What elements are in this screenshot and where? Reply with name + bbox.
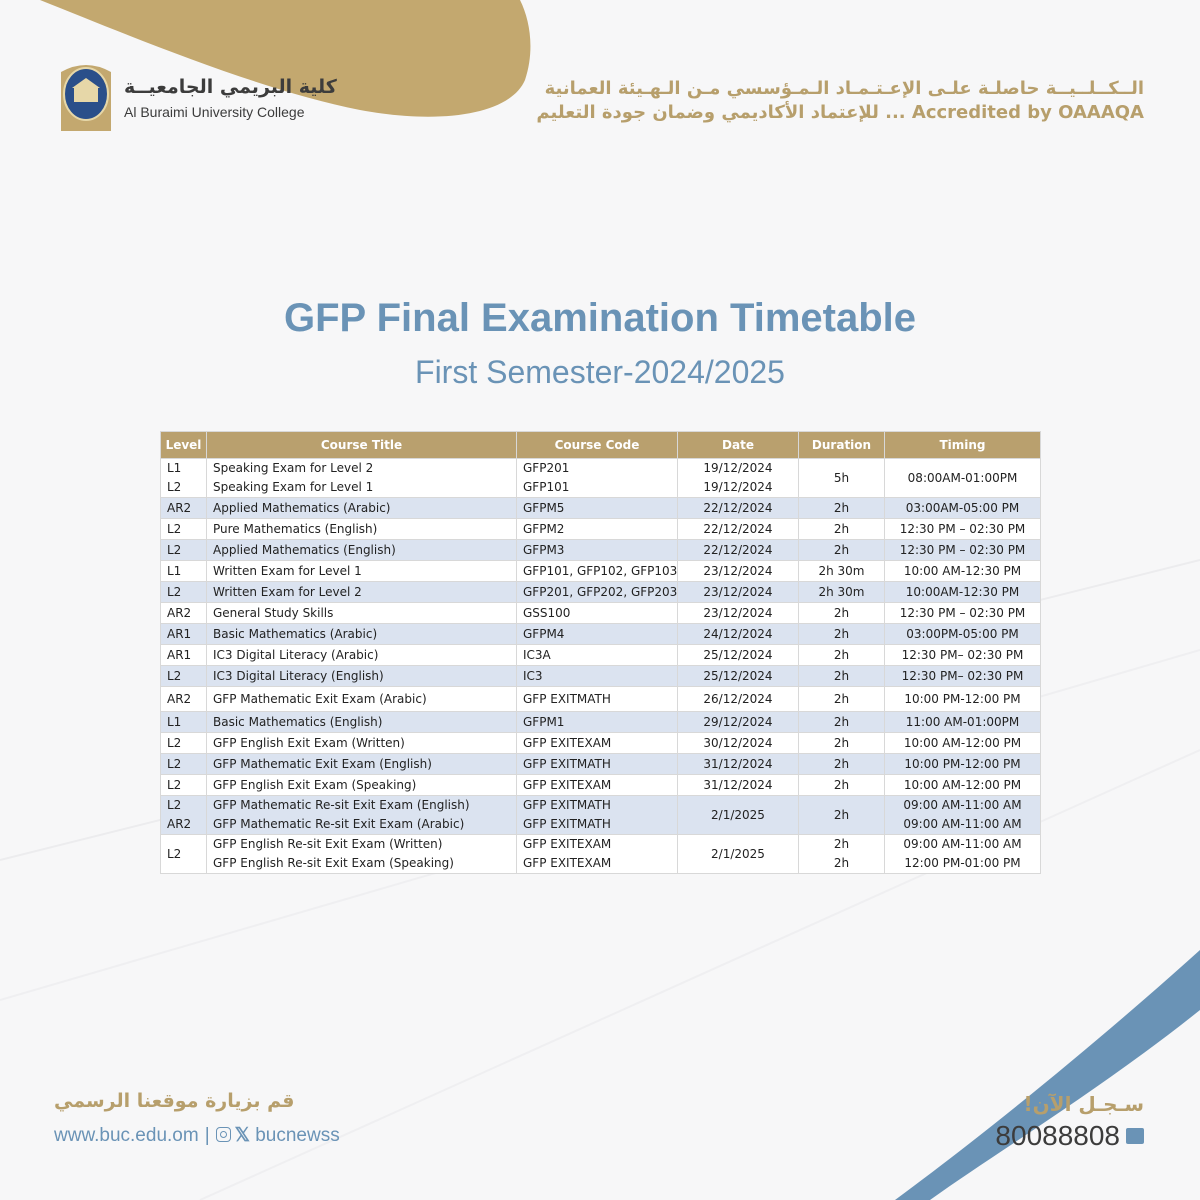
column-header-date: Date: [678, 432, 799, 459]
duration-cell-text: 2h: [833, 837, 850, 851]
duration-cell-text: 2h: [833, 647, 850, 662]
level-cell-text: L2: [167, 735, 182, 750]
course-title-cell-text: Written Exam for Level 1: [213, 563, 362, 578]
course-title-cell-text: Applied Mathematics (Arabic): [213, 500, 391, 515]
course-code-cell-text: GFP101, GFP102, GFP103: [523, 563, 678, 578]
course-code-cell: [517, 712, 678, 733]
level-cell-text: L2: [167, 798, 182, 812]
date-cell-text: 29/12/2024: [703, 714, 773, 729]
level-cell: [161, 645, 207, 666]
level-cell: [161, 540, 207, 561]
level-cell-text: AR2: [167, 817, 192, 831]
course-code-cell: [517, 835, 678, 874]
college-name-english: Al Buraimi University College: [124, 104, 305, 120]
duration-cell-text: 2h: [833, 691, 850, 706]
table-row: [161, 498, 1041, 519]
duration-cell-text: 2h: [833, 500, 850, 515]
level-cell-text: L1: [167, 461, 182, 475]
course-code-cell-text: GFP EXITEXAM: [523, 837, 612, 851]
timing-cell: [885, 459, 1041, 498]
course-title-cell-text: Speaking Exam for Level 1: [213, 480, 374, 494]
duration-cell: [799, 603, 885, 624]
date-cell-text: 22/12/2024: [703, 542, 773, 557]
course-code-cell-text: GFP EXITMATH: [523, 817, 611, 831]
date-cell-text: 2/1/2025: [711, 846, 765, 861]
level-cell: [161, 687, 207, 712]
date-cell: [678, 459, 799, 498]
course-code-cell-text: GFP EXITMATH: [523, 798, 611, 812]
page-subtitle: First Semester-2024/2025: [415, 354, 785, 390]
table-row: [161, 775, 1041, 796]
website-link[interactable]: www.buc.edu.om: [54, 1125, 199, 1146]
table-row: [161, 835, 1041, 874]
level-cell: [161, 666, 207, 687]
course-code-cell: [517, 540, 678, 561]
course-code-cell: [517, 733, 678, 754]
level-cell: [161, 498, 207, 519]
course-code-cell: [517, 796, 678, 835]
duration-cell: [799, 624, 885, 645]
timing-cell-text: 12:30 PM– 02:30 PM: [901, 647, 1024, 662]
course-code-cell-text: GFPM3: [523, 542, 565, 557]
duration-cell-text: 2h: [833, 714, 850, 729]
date-cell: [678, 775, 799, 796]
course-code-cell-text: IC3: [523, 668, 543, 683]
level-cell-text: AR2: [167, 605, 192, 620]
course-title-cell-text: Pure Mathematics (English): [213, 521, 378, 536]
course-title-cell-text: GFP Mathematic Exit Exam (Arabic): [213, 691, 427, 706]
date-cell-text: 24/12/2024: [703, 626, 773, 641]
date-cell-text: 31/12/2024: [703, 756, 773, 771]
date-cell: [678, 519, 799, 540]
duration-cell-text: 5h: [833, 470, 850, 485]
date-cell: [678, 754, 799, 775]
level-cell: [161, 603, 207, 624]
course-title-cell-text: GFP English Re-sit Exit Exam (Speaking): [213, 856, 454, 870]
social-handle[interactable]: bucnewss: [255, 1125, 340, 1146]
college-name-arabic: كلية البريمي الجامعيــة: [124, 76, 337, 98]
duration-cell-text: 2h: [833, 668, 850, 683]
duration-cell-text: 2h: [833, 807, 850, 822]
course-code-cell: [517, 582, 678, 603]
course-title-cell-text: GFP Mathematic Re-sit Exit Exam (Arabic): [213, 817, 465, 831]
course-code-cell: [517, 459, 678, 498]
column-header-level: Level: [161, 432, 207, 459]
timing-cell-text: 12:30 PM – 02:30 PM: [899, 542, 1026, 557]
date-cell: [678, 835, 799, 874]
level-cell-text: AR1: [167, 626, 192, 641]
instagram-icon[interactable]: [216, 1127, 231, 1142]
course-code-cell-text: IC3A: [523, 647, 551, 662]
table-row: [161, 582, 1041, 603]
course-title-cell-text: General Study Skills: [213, 605, 334, 620]
level-cell: [161, 519, 207, 540]
table-row: [161, 796, 1041, 835]
date-cell-text: 19/12/2024: [703, 461, 773, 475]
date-cell: [678, 687, 799, 712]
toll-free-icon: [1126, 1128, 1144, 1144]
level-cell-text: L2: [167, 542, 182, 557]
course-code-cell: [517, 498, 678, 519]
timing-cell-text: 12:30 PM – 02:30 PM: [899, 521, 1026, 536]
course-code-cell: [517, 519, 678, 540]
column-header-course-code: Course Code: [517, 432, 678, 459]
course-code-cell-text: GFP201, GFP202, GFP203: [523, 584, 678, 599]
level-cell-text: L1: [167, 563, 182, 578]
date-cell-text: 25/12/2024: [703, 668, 773, 683]
duration-cell: [799, 561, 885, 582]
level-cell-text: L2: [167, 756, 182, 771]
duration-cell: [799, 666, 885, 687]
table-row: [161, 561, 1041, 582]
date-cell-text: 26/12/2024: [703, 691, 773, 706]
date-cell-text: 30/12/2024: [703, 735, 773, 750]
course-title-cell: [207, 712, 517, 733]
course-title-cell-text: IC3 Digital Literacy (English): [213, 668, 384, 683]
table-row: [161, 754, 1041, 775]
table-header-row: [161, 432, 1041, 459]
course-code-cell: [517, 561, 678, 582]
table-row: [161, 540, 1041, 561]
timing-cell-text: 08:00AM-01:00PM: [907, 470, 1018, 485]
course-title-cell: [207, 666, 517, 687]
timing-cell-text: 10:00 AM-12:00 PM: [903, 735, 1022, 750]
course-code-cell-text: GFPM4: [523, 626, 565, 641]
level-cell-text: L2: [167, 480, 182, 494]
course-title-cell: [207, 582, 517, 603]
timing-cell-text: 09:00 AM-11:00 AM: [903, 798, 1022, 812]
timing-cell: [885, 603, 1041, 624]
course-title-cell: [207, 775, 517, 796]
timing-cell: [885, 645, 1041, 666]
level-cell: [161, 712, 207, 733]
duration-cell: [799, 519, 885, 540]
column-header-course-title: Course Title: [207, 432, 517, 459]
date-cell-text: 23/12/2024: [703, 605, 773, 620]
timing-cell: [885, 754, 1041, 775]
course-title-cell: [207, 540, 517, 561]
course-title-cell-text: GFP English Exit Exam (Speaking): [213, 777, 417, 792]
timing-cell: [885, 624, 1041, 645]
course-title-cell: [207, 687, 517, 712]
table-row: [161, 687, 1041, 712]
course-title-cell: [207, 835, 517, 874]
duration-cell: [799, 498, 885, 519]
timing-cell-text: 12:00 PM-01:00 PM: [904, 856, 1021, 870]
level-cell-text: L2: [167, 668, 182, 683]
timing-cell: [885, 712, 1041, 733]
timing-cell: [885, 775, 1041, 796]
level-cell: [161, 561, 207, 582]
date-cell-text: 2/1/2025: [711, 807, 765, 822]
table-row: [161, 645, 1041, 666]
course-title-cell: [207, 519, 517, 540]
date-cell: [678, 666, 799, 687]
level-cell-text: AR2: [167, 691, 192, 706]
duration-cell-text: 2h 30m: [818, 563, 865, 578]
course-code-cell-text: GFP EXITMATH: [523, 691, 611, 706]
course-code-cell: [517, 645, 678, 666]
course-code-cell-text: GFP EXITEXAM: [523, 735, 612, 750]
duration-cell: [799, 459, 885, 498]
level-cell: [161, 754, 207, 775]
duration-cell: [799, 754, 885, 775]
date-cell-text: 19/12/2024: [703, 480, 773, 494]
table-row: [161, 733, 1041, 754]
course-title-cell: [207, 645, 517, 666]
duration-cell: [799, 733, 885, 754]
timing-cell-text: 10:00 AM-12:30 PM: [903, 563, 1022, 578]
timing-cell-text: 10:00 PM-12:00 PM: [904, 756, 1021, 771]
duration-cell-text: 2h: [833, 735, 850, 750]
course-title-cell: [207, 624, 517, 645]
timing-cell-text: 12:30 PM– 02:30 PM: [901, 668, 1024, 683]
table-row: [161, 712, 1041, 733]
date-cell: [678, 603, 799, 624]
course-code-cell-text: GFP201: [523, 461, 570, 475]
timing-cell-text: 11:00 AM-01:00PM: [905, 714, 1020, 729]
course-code-cell: [517, 624, 678, 645]
table-row: [161, 624, 1041, 645]
timing-cell-text: 09:00 AM-11:00 AM: [903, 837, 1022, 851]
contact-line: [54, 1124, 340, 1147]
date-cell: [678, 624, 799, 645]
duration-cell-text: 2h: [833, 756, 850, 771]
level-cell: [161, 835, 207, 874]
course-code-cell-text: GFP EXITEXAM: [523, 777, 612, 792]
date-cell: [678, 561, 799, 582]
duration-cell-text: 2h: [833, 777, 850, 792]
course-code-cell-text: GFP EXITMATH: [523, 756, 611, 771]
course-code-cell: [517, 666, 678, 687]
level-cell-text: L1: [167, 714, 182, 729]
accreditation-line-2: للإعتماد الأكاديمي وضمان جودة التعليم ... Accredited by OAAAQA: [536, 102, 1144, 123]
course-code-cell: [517, 775, 678, 796]
course-title-cell-text: Speaking Exam for Level 2: [213, 461, 374, 475]
date-cell-text: 31/12/2024: [703, 777, 773, 792]
level-cell-text: L2: [167, 777, 182, 792]
duration-cell: [799, 835, 885, 874]
course-title-cell-text: GFP English Exit Exam (Written): [213, 735, 405, 750]
duration-cell-text: 2h: [833, 521, 850, 536]
course-title-cell: [207, 561, 517, 582]
timing-cell: [885, 498, 1041, 519]
visit-website-label: قم بزيارة موقعنا الرسمي: [54, 1090, 295, 1112]
course-code-cell-text: GFP EXITEXAM: [523, 856, 612, 870]
duration-cell: [799, 582, 885, 603]
column-header-duration: Duration: [799, 432, 885, 459]
course-title-cell: [207, 733, 517, 754]
duration-cell: [799, 540, 885, 561]
duration-cell-text: 2h: [833, 856, 850, 870]
date-cell: [678, 498, 799, 519]
date-cell-text: 22/12/2024: [703, 500, 773, 515]
duration-cell-text: 2h: [833, 626, 850, 641]
duration-cell: [799, 712, 885, 733]
date-cell: [678, 540, 799, 561]
accreditation-line-1: الــكــلــيــة حاصلـة علـى الإعـتـمـاد الـمـؤسسي مـن الـهـيئة العمانية: [544, 78, 1144, 99]
course-title-cell-text: Written Exam for Level 2: [213, 584, 362, 599]
course-title-cell: [207, 498, 517, 519]
course-code-cell-text: GFPM2: [523, 521, 565, 536]
course-title-cell-text: Applied Mathematics (English): [213, 542, 396, 557]
date-cell: [678, 582, 799, 603]
table-row: [161, 666, 1041, 687]
timing-cell-text: 10:00 AM-12:00 PM: [903, 777, 1022, 792]
date-cell-text: 22/12/2024: [703, 521, 773, 536]
duration-cell-text: 2h: [833, 542, 850, 557]
level-cell-text: L2: [167, 584, 182, 599]
duration-cell: [799, 775, 885, 796]
level-cell-text: L2: [167, 521, 182, 536]
date-cell: [678, 645, 799, 666]
course-title-cell: [207, 754, 517, 775]
course-title-cell-text: GFP English Re-sit Exit Exam (Written): [213, 837, 443, 851]
register-now-label: سـجـل الآن!: [1023, 1092, 1144, 1116]
timing-cell: [885, 561, 1041, 582]
duration-cell-text: 2h 30m: [818, 584, 865, 599]
duration-cell-text: 2h: [833, 605, 850, 620]
timing-cell-text: 10:00 PM-12:00 PM: [904, 691, 1021, 706]
date-cell-text: 25/12/2024: [703, 647, 773, 662]
phone-number[interactable]: 80088808: [995, 1120, 1120, 1151]
timing-cell-text: 03:00AM-05:00 PM: [905, 500, 1020, 515]
level-cell-text: AR2: [167, 500, 192, 515]
level-cell: [161, 459, 207, 498]
level-cell: [161, 796, 207, 835]
course-code-cell: [517, 603, 678, 624]
course-title-cell-text: IC3 Digital Literacy (Arabic): [213, 647, 379, 662]
level-cell-text: AR1: [167, 647, 192, 662]
college-logo: [55, 60, 117, 132]
timing-cell-text: 10:00AM-12:30 PM: [905, 584, 1020, 599]
x-icon[interactable]: 𝕏: [234, 1125, 250, 1146]
separator: |: [204, 1125, 210, 1146]
timing-cell: [885, 835, 1041, 874]
table-row: [161, 603, 1041, 624]
course-title-cell-text: Basic Mathematics (Arabic): [213, 626, 378, 641]
timing-cell: [885, 540, 1041, 561]
timing-cell-text: 12:30 PM – 02:30 PM: [899, 605, 1026, 620]
table-row: [161, 459, 1041, 498]
page-title: GFP Final Examination Timetable: [283, 296, 916, 340]
timing-cell-text: 03:00PM-05:00 PM: [906, 626, 1019, 641]
date-cell: [678, 796, 799, 835]
course-code-cell: [517, 754, 678, 775]
timing-cell: [885, 733, 1041, 754]
level-cell: [161, 775, 207, 796]
date-cell: [678, 712, 799, 733]
table-row: [161, 519, 1041, 540]
course-title-cell: [207, 459, 517, 498]
duration-cell: [799, 796, 885, 835]
timing-cell: [885, 687, 1041, 712]
timing-cell: [885, 582, 1041, 603]
date-cell: [678, 733, 799, 754]
course-code-cell-text: GFP101: [523, 480, 570, 494]
timing-cell: [885, 666, 1041, 687]
level-cell-text: L2: [167, 846, 182, 861]
duration-cell: [799, 645, 885, 666]
level-cell: [161, 624, 207, 645]
date-cell-text: 23/12/2024: [703, 584, 773, 599]
exam-timetable: [160, 431, 1041, 874]
course-title-cell: [207, 603, 517, 624]
course-code-cell: [517, 687, 678, 712]
course-title-cell-text: Basic Mathematics (English): [213, 714, 383, 729]
course-title-cell: [207, 796, 517, 835]
timing-cell-text: 09:00 AM-11:00 AM: [903, 817, 1022, 831]
course-code-cell-text: GSS100: [523, 605, 571, 620]
date-cell-text: 23/12/2024: [703, 563, 773, 578]
level-cell: [161, 733, 207, 754]
course-title-cell-text: GFP Mathematic Exit Exam (English): [213, 756, 432, 771]
course-code-cell-text: GFPM1: [523, 714, 565, 729]
column-header-timing: Timing: [885, 432, 1041, 459]
course-title-cell-text: GFP Mathematic Re-sit Exit Exam (English): [213, 798, 470, 812]
course-code-cell-text: GFPM5: [523, 500, 565, 515]
duration-cell: [799, 687, 885, 712]
level-cell: [161, 582, 207, 603]
timing-cell: [885, 519, 1041, 540]
timing-cell: [885, 796, 1041, 835]
